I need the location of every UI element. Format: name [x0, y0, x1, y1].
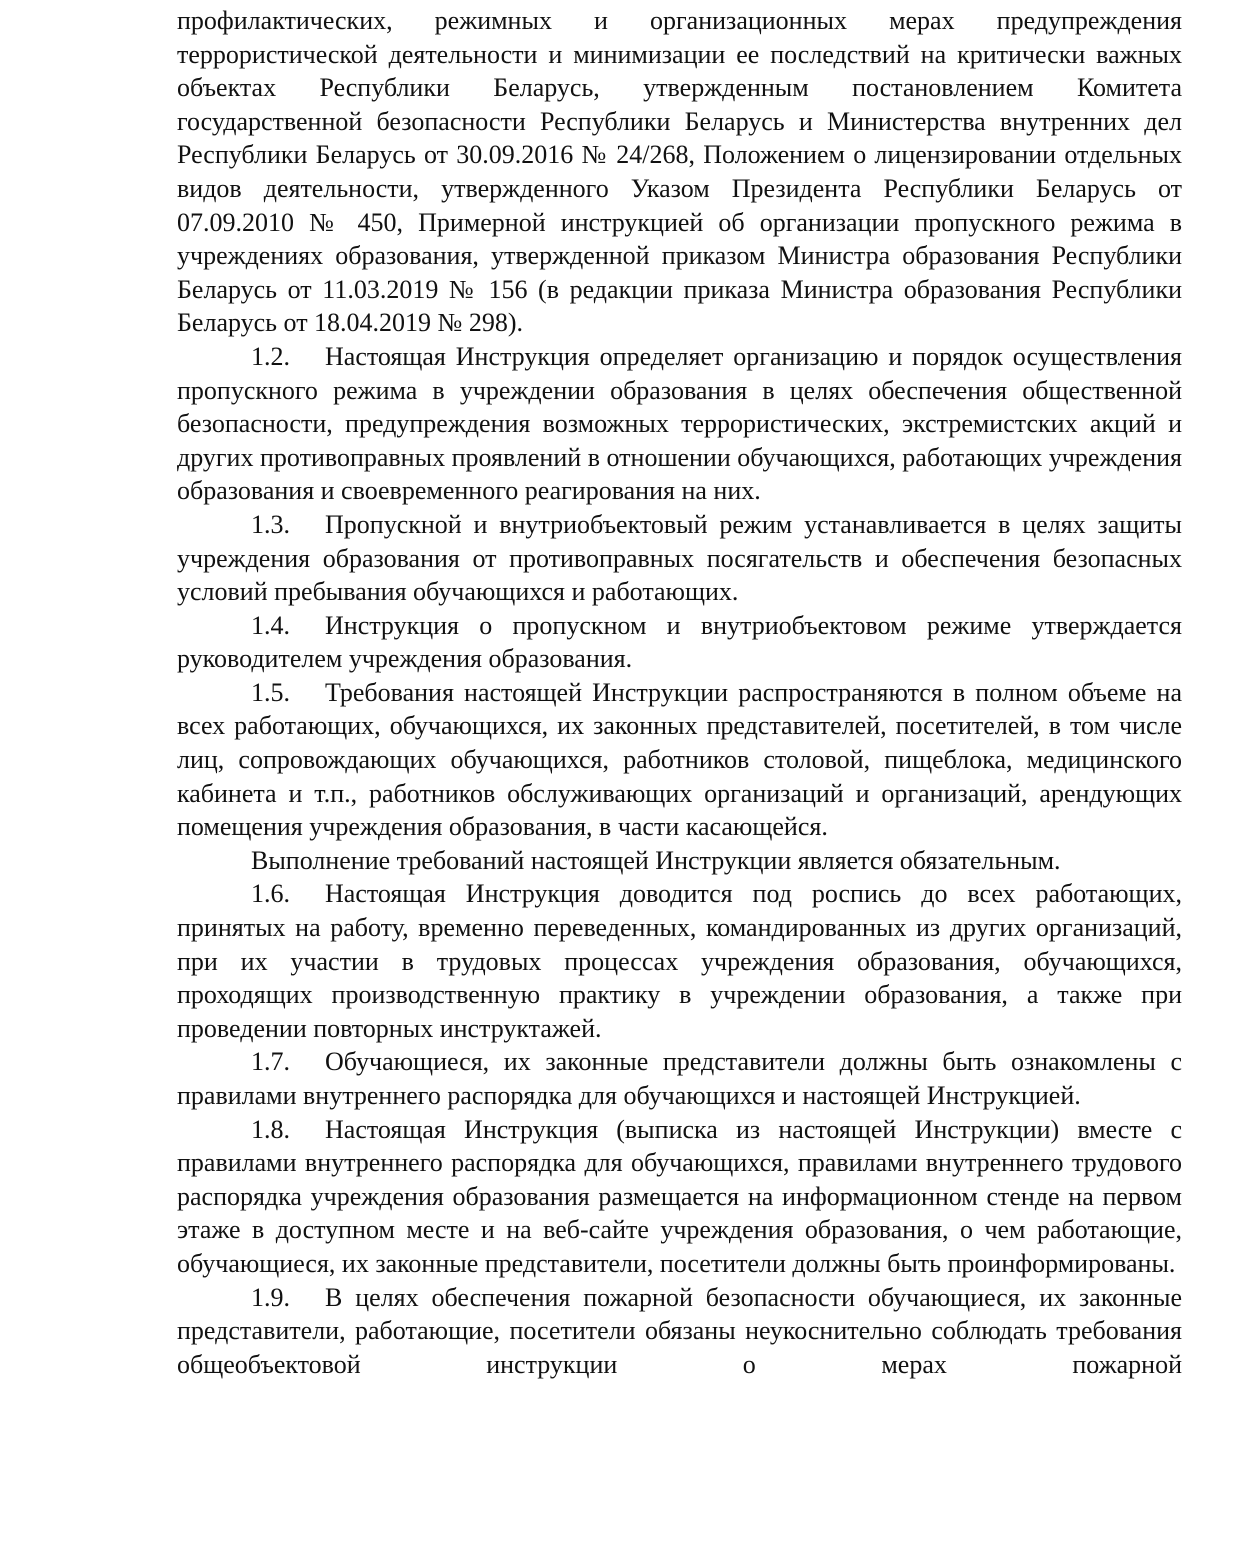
paragraph-number: 1.5. [251, 677, 290, 707]
paragraph-text: Настоящая Инструкция определяет организацию и порядок осуществления пропускного режима в учреждении образования в целях обеспечения общественной безопасности, предупреждения возможных террористических, экстремистских акций и других противоправных проявлений в отношении обучающихся, работающих учреждения образования и своевременного реагирования на них. [177, 341, 1182, 506]
paragraph-number: 1.9. [251, 1282, 290, 1312]
paragraph-1-8 [177, 1113, 1182, 1281]
document-page [177, 4, 1182, 1381]
paragraph-number: 1.6. [251, 879, 290, 909]
paragraph-mandatory-note [177, 844, 1182, 878]
paragraph-text: профилактических, режимных и организационных мерах предупреждения террористической деятельности и минимизации ее последствий на критически важных объектах Республики Беларусь, утвержденным постановлением Комитета государственной безопасности Республики Беларусь и Министерства внутренних дел Республики Беларусь от 30.09.2016 № 24/268, Положением о лицензировании отдельных видов деятельности, утвержденного Указом Президента Республики Беларусь от 07.09.2010 № 450, Примерной инструкцией об организации пропускного режима в учреждениях образования, утвержденной приказом Министра образования Республики Беларусь от 11.03.2019 № 156 (в редакции приказа Министра образования Республики Беларусь от 18.04.2019 № 298). [177, 6, 1182, 338]
paragraph-text: Выполнение требований настоящей Инструкции является обязательным. [251, 845, 1061, 875]
paragraph-number: 1.3. [251, 509, 290, 539]
paragraph-text: Обучающиеся, их законные представители должны быть ознакомлены с правилами внутреннего распорядка для обучающихся и настоящей Инструкцией. [177, 1047, 1182, 1110]
paragraph-text: Инструкция о пропускном и внутриобъектовом режиме утверждается руководителем учреждения образования. [177, 610, 1182, 674]
paragraph-text: В целях обеспечения пожарной безопасности обучающиеся, их законные представители, работающие, посетители обязаны неукоснительно соблюдать требования общеобъектовой инструкции о мерах пожарной [177, 1282, 1182, 1379]
paragraph-1-7 [177, 1045, 1182, 1112]
paragraph-text: Настоящая Инструкция доводится под роспись до всех работающих, принятых на работу, временно переведенных, командированных из других организаций, при их участии в трудовых процессах учреждения образования, обучающихся, проходящих производственную практику в учреждении образования, а также при проведении повторных инструктажей. [177, 879, 1182, 1043]
paragraph-1-2 [177, 340, 1182, 508]
paragraph-text: Пропускной и внутриобъектовый режим устанавливается в целях защиты учреждения образования от противоправных посягательств и обеспечения безопасных условий пребывания обучающихся и работающих. [177, 509, 1182, 607]
paragraph-1-5 [177, 676, 1182, 844]
paragraph-1-6 [177, 877, 1182, 1045]
paragraph-number: 1.8. [251, 1114, 290, 1144]
paragraph-continuation [177, 4, 1182, 340]
paragraph-number: 1.7. [251, 1047, 290, 1077]
paragraph-number: 1.4. [251, 610, 290, 640]
paragraph-number: 1.2. [251, 341, 290, 371]
paragraph-1-9 [177, 1281, 1182, 1382]
paragraph-text: Настоящая Инструкция (выписка из настоящей Инструкции) вместе с правилами внутреннего распорядка для обучающихся, правилами внутреннего трудового распорядка учреждения образования размещается на информационном стенде на первом этаже в доступном месте и на веб-сайте учреждения образования, о чем работающие, обучающиеся, их законные представители, посетители должны быть проинформированы. [177, 1114, 1182, 1278]
paragraph-text: Требования настоящей Инструкции распространяются в полном объеме на всех работающих, обучающихся, их законных представителей, посетителей, в том числе лиц, сопровождающих обучающихся, работников столовой, пищеблока, медицинского кабинета и т.п., работников обслуживающих организаций и организаций, арендующих помещения учреждения образования, в части касающейся. [177, 677, 1182, 842]
paragraph-1-4 [177, 609, 1182, 676]
paragraph-1-3 [177, 508, 1182, 609]
